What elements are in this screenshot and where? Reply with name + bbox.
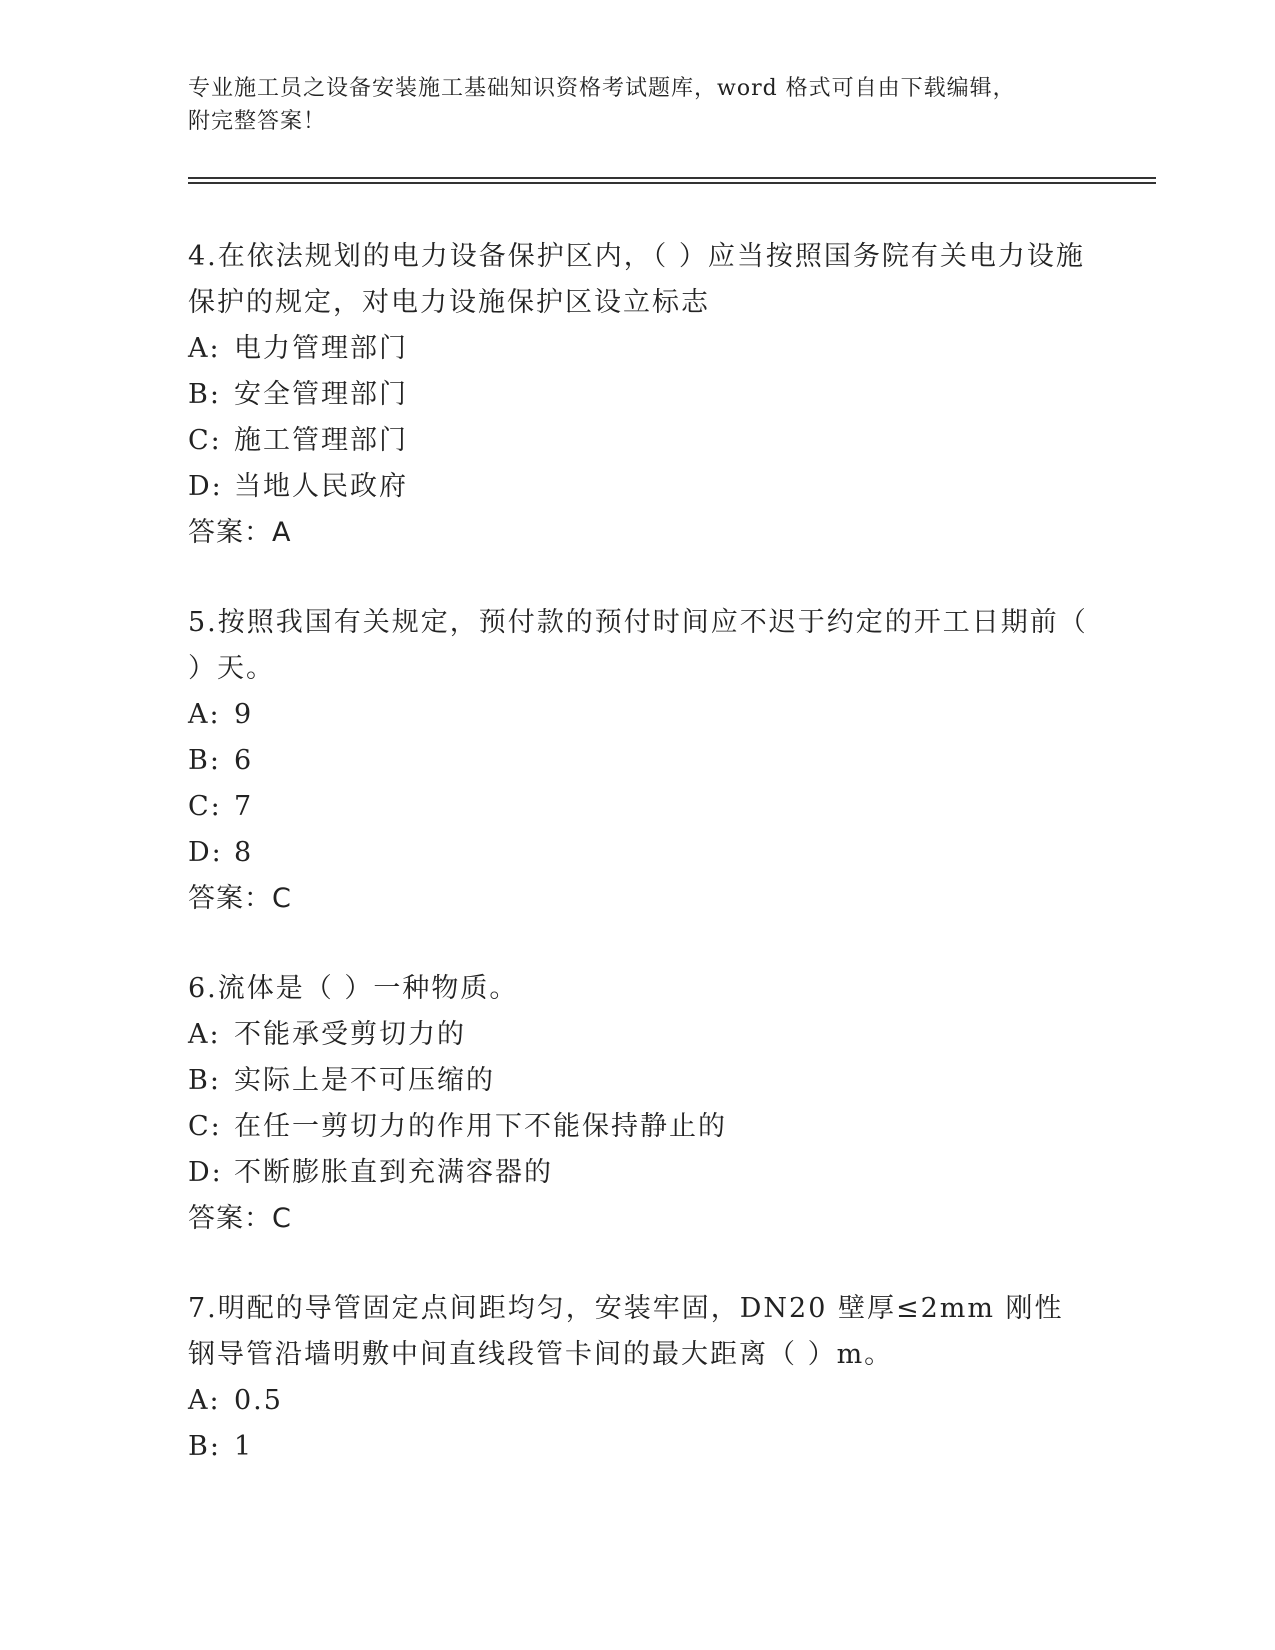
header-divider-top — [188, 177, 1156, 179]
option-d — [188, 830, 1088, 876]
option-text: 不能承受剪切力的 — [234, 1019, 466, 1050]
option-text: 电力管理部门 — [234, 333, 408, 364]
option-c — [188, 784, 1088, 830]
option-text: 6 — [234, 745, 254, 776]
question-7 — [188, 1286, 1088, 1470]
option-letter: C: — [188, 1111, 222, 1142]
option-b — [188, 1058, 1088, 1104]
option-letter: C: — [188, 791, 222, 822]
option-text: 当地人民政府 — [234, 471, 408, 502]
option-letter: A: — [188, 1385, 221, 1416]
option-text: 施工管理部门 — [234, 425, 408, 456]
answer-label: 答案：C — [188, 883, 292, 914]
option-text: 9 — [234, 699, 254, 730]
option-text: 在任一剪切力的作用下不能保持静止的 — [234, 1111, 727, 1142]
option-letter: C: — [188, 425, 222, 456]
question-text: 6.流体是（ ）一种物质。 — [188, 973, 519, 1004]
option-c — [188, 1104, 1088, 1150]
question-6 — [188, 966, 1088, 1242]
option-text: 8 — [234, 837, 254, 868]
option-text: 不断膨胀直到充满容器的 — [234, 1157, 553, 1188]
option-letter: B: — [188, 745, 221, 776]
question-5 — [188, 600, 1088, 922]
option-letter: A: — [188, 699, 221, 730]
option-letter: A: — [188, 333, 221, 364]
option-letter: B: — [188, 379, 221, 410]
option-a — [188, 1012, 1088, 1058]
option-letter: D: — [188, 837, 223, 868]
option-b — [188, 738, 1088, 784]
answer-label: 答案：A — [188, 517, 292, 548]
option-c — [188, 418, 1088, 464]
option-a — [188, 326, 1088, 372]
option-text: 实际上是不可压缩的 — [234, 1065, 495, 1096]
question-text: 7.明配的导管固定点间距均匀，安装牢固，DN20 壁厚≤2mm 刚性钢导管沿墙明敷中间直线段管卡间的最大距离（ ）m。 — [188, 1293, 1064, 1370]
option-text: 7 — [234, 791, 254, 822]
option-text: 1 — [234, 1431, 254, 1462]
option-letter: D: — [188, 471, 223, 502]
header-line-2: 附完整答案！ — [188, 109, 327, 134]
question-text: 4.在依法规划的电力设备保护区内，（ ）应当按照国务院有关电力设施保护的规定，对电力设施保护区设立标志 — [188, 241, 1085, 318]
document-header — [188, 72, 1068, 138]
question-text: 5.按照我国有关规定，预付款的预付时间应不迟于约定的开工日期前（ ）天。 — [188, 607, 1088, 684]
answer-label: 答案：C — [188, 1203, 292, 1234]
option-letter: D: — [188, 1157, 223, 1188]
option-letter: B: — [188, 1065, 221, 1096]
option-text: 0.5 — [234, 1385, 283, 1416]
header-line-1: 专业施工员之设备安装施工基础知识资格考试题库，word 格式可自由下载编辑， — [188, 76, 1016, 101]
option-a — [188, 692, 1088, 738]
option-letter: B: — [188, 1431, 221, 1462]
option-b — [188, 1424, 1088, 1470]
option-d — [188, 1150, 1088, 1196]
option-b — [188, 372, 1088, 418]
option-text: 安全管理部门 — [234, 379, 408, 410]
header-divider-bottom — [188, 182, 1156, 184]
option-d — [188, 464, 1088, 510]
question-4 — [188, 234, 1088, 556]
option-letter: A: — [188, 1019, 221, 1050]
option-a — [188, 1378, 1088, 1424]
